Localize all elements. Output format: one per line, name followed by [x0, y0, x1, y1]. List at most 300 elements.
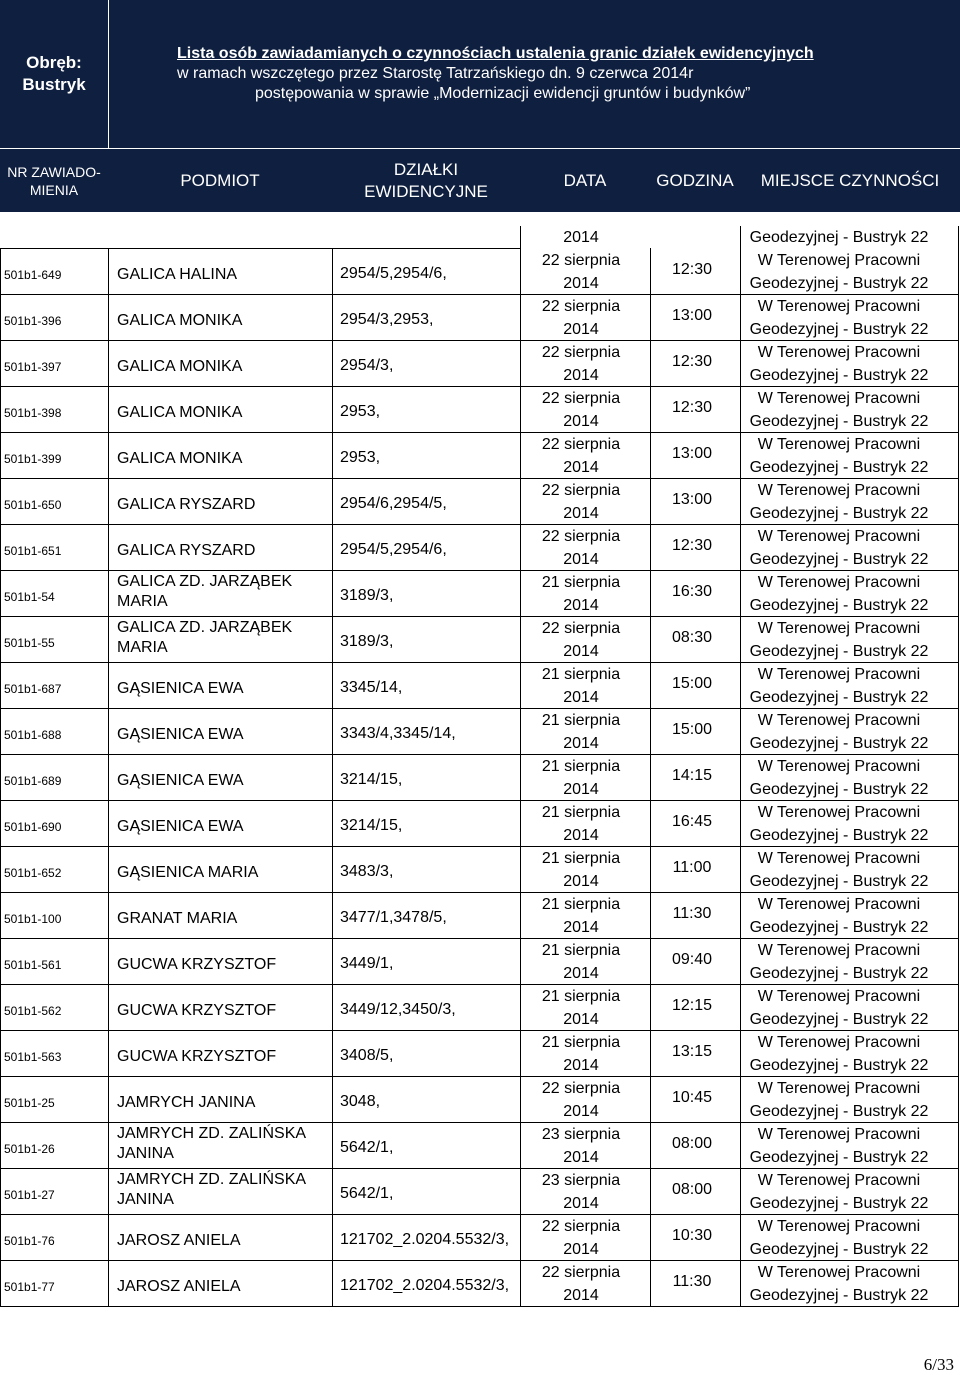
place-line2: Geodezyjnej - Bustryk 22 [749, 321, 929, 338]
row-divider [0, 984, 959, 985]
date-cell [522, 617, 640, 663]
column-header-miejsce: MIEJSCE CZYNNOŚCI [760, 170, 940, 190]
date-day: 23 sierpnia [541, 1126, 621, 1143]
date-year: 2014 [563, 367, 599, 384]
place-cell [746, 387, 932, 433]
date-year: 2014 [563, 643, 599, 660]
time-cell: 08:00 [671, 1135, 713, 1152]
table-row [0, 939, 960, 985]
date-cell [522, 1169, 640, 1215]
column-divider [332, 248, 333, 1307]
parcel-numbers: 2953, [340, 403, 381, 420]
place-line2: Geodezyjnej - Bustryk 22 [749, 505, 929, 522]
parcel-numbers: 2954/5,2954/6, [340, 265, 447, 282]
time-cell: 13:00 [671, 445, 713, 462]
place-cell [746, 847, 932, 893]
notification-number: 501b1-563 [4, 1050, 62, 1064]
subject-name: GĄSIENICA EWA [117, 680, 244, 697]
table-row [0, 801, 960, 847]
parcel-numbers: 3449/12,3450/3, [340, 1001, 456, 1018]
place-cell [746, 295, 932, 341]
place-line2: Geodezyjnej - Bustryk 22 [749, 827, 929, 844]
time-cell: 10:30 [671, 1227, 713, 1244]
subject-name-line1: JAMRYCH ZD. ZALIŃSKA [117, 1125, 307, 1142]
place-line1: W Terenowej Pracowni [757, 344, 921, 361]
parcel-numbers: 3449/1, [340, 955, 394, 972]
place-cell [746, 617, 932, 663]
subject-name: GALICA MONIKA [117, 358, 243, 375]
subject-name: GĄSIENICA EWA [117, 726, 244, 743]
place-cell [746, 663, 932, 709]
date-year: 2014 [563, 965, 599, 982]
place-cell [746, 1123, 932, 1169]
place-line1: W Terenowej Pracowni [757, 712, 921, 729]
parcel-numbers: 3408/5, [340, 1047, 394, 1064]
row-divider [0, 1076, 959, 1077]
place-line1: W Terenowej Pracowni [757, 1172, 921, 1189]
place-line2: Geodezyjnej - Bustryk 22 [749, 781, 929, 798]
row-divider [0, 708, 959, 709]
row-divider [0, 662, 959, 663]
place-line1: W Terenowej Pracowni [757, 804, 921, 821]
place-cell [746, 1031, 932, 1077]
notification-number: 501b1-399 [4, 452, 62, 466]
place-line2: Geodezyjnej - Bustryk 22 [749, 367, 929, 384]
place-cell [746, 249, 932, 295]
place-cell [746, 433, 932, 479]
time-cell: 16:45 [671, 813, 713, 830]
row-divider [0, 892, 959, 893]
date-year: 2014 [563, 551, 599, 568]
continuation-date: 2014 [563, 229, 599, 246]
time-cell: 11:00 [672, 859, 712, 876]
parcel-numbers: 3214/15, [340, 817, 403, 834]
date-year: 2014 [563, 321, 599, 338]
place-line1: W Terenowej Pracowni [757, 942, 921, 959]
continuation-place: Geodezyjnej - Bustryk 22 [749, 229, 929, 246]
notification-number: 501b1-54 [4, 590, 55, 604]
row-divider [0, 340, 959, 341]
place-line2: Geodezyjnej - Bustryk 22 [749, 1195, 929, 1212]
table-row [0, 985, 960, 1031]
date-cell [522, 893, 640, 939]
notification-number: 501b1-77 [4, 1280, 55, 1294]
notification-number: 501b1-652 [4, 866, 62, 880]
place-line1: W Terenowej Pracowni [757, 574, 921, 591]
date-cell [522, 249, 640, 295]
place-cell [746, 709, 932, 755]
column-header-nr-line2: MIENIA [29, 181, 79, 198]
place-cell [746, 893, 932, 939]
time-cell: 14:15 [671, 767, 713, 784]
notification-number: 501b1-397 [4, 360, 62, 374]
place-line2: Geodezyjnej - Bustryk 22 [749, 919, 929, 936]
place-line1: W Terenowej Pracowni [757, 666, 921, 683]
place-line2: Geodezyjnej - Bustryk 22 [749, 873, 929, 890]
notification-number: 501b1-25 [4, 1096, 55, 1110]
table-row [0, 1261, 960, 1307]
place-line2: Geodezyjnej - Bustryk 22 [749, 275, 929, 292]
time-cell: 12:30 [671, 399, 713, 416]
parcel-numbers: 3189/3, [340, 587, 394, 604]
place-cell [746, 1215, 932, 1261]
date-day: 22 sierpnia [541, 344, 621, 361]
column-header-data: DATA [563, 170, 607, 190]
notification-number: 501b1-27 [4, 1188, 55, 1202]
date-year: 2014 [563, 413, 599, 430]
date-day: 21 sierpnia [541, 712, 621, 729]
column-divider [108, 248, 109, 1307]
date-cell [522, 709, 640, 755]
row-divider [0, 1168, 959, 1169]
column-header-dzialki [332, 149, 520, 212]
row-divider [0, 616, 959, 617]
table-row [0, 1169, 960, 1215]
date-day: 22 sierpnia [541, 620, 621, 637]
date-cell [522, 295, 640, 341]
date-cell [522, 663, 640, 709]
row-divider [0, 478, 959, 479]
place-line2: Geodezyjnej - Bustryk 22 [749, 1011, 929, 1028]
place-cell [746, 525, 932, 571]
date-day: 22 sierpnia [541, 252, 621, 269]
place-cell [746, 479, 932, 525]
parcel-numbers: 121702_2.0204.5532/3, [340, 1231, 510, 1248]
date-year: 2014 [563, 919, 599, 936]
subject-name: GĄSIENICA EWA [117, 818, 244, 835]
notification-number: 501b1-398 [4, 406, 62, 420]
row-divider [0, 1306, 959, 1307]
place-cell [746, 1077, 932, 1123]
subject-name-line1: GALICA ZD. JARZĄBEK [117, 573, 293, 590]
date-cell [522, 341, 640, 387]
place-cell [746, 341, 932, 387]
place-cell [746, 939, 932, 985]
date-year: 2014 [563, 597, 599, 614]
row-divider [0, 386, 959, 387]
place-line2: Geodezyjnej - Bustryk 22 [749, 1149, 929, 1166]
parcel-numbers: 3343/4,3345/14, [340, 725, 456, 742]
parcel-numbers: 2954/5,2954/6, [340, 541, 447, 558]
obreb-label: Obręb: [26, 53, 82, 72]
date-day: 21 sierpnia [541, 666, 621, 683]
subject-name [117, 618, 327, 658]
time-cell: 16:30 [671, 583, 713, 600]
date-day: 21 sierpnia [541, 988, 621, 1005]
continuation-row [0, 226, 960, 248]
row-divider [0, 1214, 959, 1215]
notification-number: 501b1-649 [4, 268, 62, 282]
place-cell [746, 1169, 932, 1215]
date-year: 2014 [563, 1149, 599, 1166]
notification-number: 501b1-651 [4, 544, 62, 558]
date-year: 2014 [563, 827, 599, 844]
date-day: 21 sierpnia [541, 942, 621, 959]
time-cell: 13:15 [671, 1043, 713, 1060]
page-number: 6/33 [923, 1355, 954, 1374]
table-row [0, 663, 960, 709]
table-row [0, 847, 960, 893]
parcel-numbers: 3483/3, [340, 863, 394, 880]
table-row [0, 1123, 960, 1169]
subject-name: GRANAT MARIA [117, 910, 238, 927]
time-cell: 15:00 [671, 721, 713, 738]
row-divider [0, 248, 520, 249]
date-year: 2014 [563, 1241, 599, 1258]
place-line1: W Terenowej Pracowni [757, 298, 921, 315]
date-day: 23 sierpnia [541, 1172, 621, 1189]
table-row [0, 479, 960, 525]
date-cell [522, 801, 640, 847]
notification-number: 501b1-100 [4, 912, 62, 926]
subject-name [117, 1124, 327, 1164]
place-line2: Geodezyjnej - Bustryk 22 [749, 735, 929, 752]
date-cell [522, 571, 640, 617]
place-line1: W Terenowej Pracowni [757, 1218, 921, 1235]
row-divider [0, 846, 959, 847]
table-row [0, 571, 960, 617]
subject-name: JAROSZ ANIELA [117, 1278, 241, 1295]
subject-name: GALICA MONIKA [117, 312, 243, 329]
parcel-numbers: 3345/14, [340, 679, 403, 696]
date-day: 21 sierpnia [541, 574, 621, 591]
subject-name: JAROSZ ANIELA [117, 1232, 241, 1249]
place-line1: W Terenowej Pracowni [757, 988, 921, 1005]
column-divider [650, 248, 651, 1307]
column-divider [740, 226, 741, 1307]
title-line-3: postępowania w sprawie „Modernizacji ewidencji gruntów i budynków” [255, 85, 751, 102]
date-cell [522, 939, 640, 985]
table-row [0, 1215, 960, 1261]
place-line2: Geodezyjnej - Bustryk 22 [749, 1241, 929, 1258]
date-day: 22 sierpnia [541, 1264, 621, 1281]
column-header-podmiot: PODMIOT [180, 170, 260, 190]
subject-name: GALICA HALINA [117, 266, 238, 283]
date-cell [522, 985, 640, 1031]
date-day: 22 sierpnia [541, 298, 621, 315]
date-year: 2014 [563, 1195, 599, 1212]
row-divider [0, 1030, 959, 1031]
subject-name: GUCWA KRZYSZTOF [117, 956, 277, 973]
date-year: 2014 [563, 873, 599, 890]
place-line2: Geodezyjnej - Bustryk 22 [749, 551, 929, 568]
place-line1: W Terenowej Pracowni [757, 436, 921, 453]
row-divider [0, 432, 959, 433]
place-line2: Geodezyjnej - Bustryk 22 [749, 1057, 929, 1074]
parcel-numbers: 5642/1, [340, 1139, 394, 1156]
time-cell: 08:30 [671, 629, 713, 646]
column-header-godzina: GODZINA [656, 170, 734, 190]
time-cell: 12:30 [671, 261, 713, 278]
date-cell [522, 1077, 640, 1123]
place-line2: Geodezyjnej - Bustryk 22 [749, 965, 929, 982]
time-cell: 09:40 [671, 951, 713, 968]
place-line1: W Terenowej Pracowni [757, 1264, 921, 1281]
row-divider [0, 938, 959, 939]
notification-number: 501b1-689 [4, 774, 62, 788]
date-day: 22 sierpnia [541, 436, 621, 453]
subject-name: GALICA MONIKA [117, 450, 243, 467]
notification-number: 501b1-690 [4, 820, 62, 834]
place-line1: W Terenowej Pracowni [757, 850, 921, 867]
subject-name-line2: JANINA [117, 1191, 174, 1208]
subject-name: GALICA MONIKA [117, 404, 243, 421]
notification-number: 501b1-687 [4, 682, 62, 696]
subject-name [117, 572, 327, 612]
parcel-numbers: 2954/3, [340, 357, 394, 374]
table-row [0, 249, 960, 295]
place-cell [746, 1261, 932, 1307]
date-day: 22 sierpnia [541, 390, 621, 407]
date-cell [522, 1215, 640, 1261]
table-row [0, 617, 960, 663]
date-year: 2014 [563, 459, 599, 476]
date-cell [522, 387, 640, 433]
place-line2: Geodezyjnej - Bustryk 22 [749, 413, 929, 430]
place-line2: Geodezyjnej - Bustryk 22 [749, 689, 929, 706]
date-day: 22 sierpnia [541, 1218, 621, 1235]
place-cell [746, 571, 932, 617]
place-cell [746, 985, 932, 1031]
table-row [0, 709, 960, 755]
table-row [0, 341, 960, 387]
obreb-block [0, 0, 109, 148]
table-row [0, 1031, 960, 1077]
title-line-2: w ramach wszczętego przez Starostę Tatrzańskiego dn. 9 czerwca 2014r [177, 65, 694, 82]
date-day: 22 sierpnia [541, 528, 621, 545]
subject-name-line1: GALICA ZD. JARZĄBEK [117, 619, 293, 636]
date-year: 2014 [563, 689, 599, 706]
table-row [0, 755, 960, 801]
place-line2: Geodezyjnej - Bustryk 22 [749, 597, 929, 614]
parcel-numbers: 121702_2.0204.5532/3, [340, 1277, 510, 1294]
notification-number: 501b1-26 [4, 1142, 55, 1156]
time-cell: 12:30 [671, 537, 713, 554]
notification-number: 501b1-561 [4, 958, 62, 972]
parcel-numbers: 3189/3, [340, 633, 394, 650]
date-cell [522, 525, 640, 571]
place-line1: W Terenowej Pracowni [757, 896, 921, 913]
place-line1: W Terenowej Pracowni [757, 620, 921, 637]
table-row [0, 387, 960, 433]
column-divider [0, 248, 1, 1307]
parcel-numbers: 2954/6,2954/5, [340, 495, 447, 512]
subject-name: GĄSIENICA MARIA [117, 864, 259, 881]
subject-name: GUCWA KRZYSZTOF [117, 1048, 277, 1065]
time-cell: 10:45 [671, 1089, 713, 1106]
column-header-dzialki-line2: EWIDENCYJNE [364, 181, 488, 201]
row-divider [0, 294, 959, 295]
column-divider [958, 226, 959, 1307]
time-cell: 13:00 [671, 491, 713, 508]
date-year: 2014 [563, 1057, 599, 1074]
parcel-numbers: 2954/3,2953, [340, 311, 434, 328]
subject-name-line1: JAMRYCH ZD. ZALIŃSKA [117, 1171, 307, 1188]
subject-name-line2: MARIA [117, 593, 168, 610]
date-cell [522, 1031, 640, 1077]
table-row [0, 1077, 960, 1123]
place-line2: Geodezyjnej - Bustryk 22 [749, 1103, 929, 1120]
table-row [0, 433, 960, 479]
table-row [0, 893, 960, 939]
time-cell: 15:00 [671, 675, 713, 692]
place-line1: W Terenowej Pracowni [757, 252, 921, 269]
place-line2: Geodezyjnej - Bustryk 22 [749, 1287, 929, 1304]
row-divider [0, 570, 959, 571]
subject-name-line2: JANINA [117, 1145, 174, 1162]
parcel-numbers: 3477/1,3478/5, [340, 909, 447, 926]
document-title [109, 0, 960, 148]
place-line1: W Terenowej Pracowni [757, 482, 921, 499]
place-line2: Geodezyjnej - Bustryk 22 [749, 643, 929, 660]
subject-name-line2: MARIA [117, 639, 168, 656]
row-divider [0, 800, 959, 801]
date-year: 2014 [563, 1103, 599, 1120]
date-cell [522, 755, 640, 801]
notification-number: 501b1-650 [4, 498, 62, 512]
time-cell: 08:00 [671, 1181, 713, 1198]
date-year: 2014 [563, 505, 599, 522]
notification-number: 501b1-55 [4, 636, 55, 650]
date-cell [522, 847, 640, 893]
date-cell [522, 1123, 640, 1169]
place-cell [746, 801, 932, 847]
subject-name [117, 1170, 327, 1210]
date-cell [522, 1261, 640, 1307]
column-header-dzialki-line1: DZIAŁKI [393, 159, 459, 179]
place-line1: W Terenowej Pracowni [757, 1080, 921, 1097]
subject-name: JAMRYCH JANINA [117, 1094, 256, 1111]
parcel-numbers: 2953, [340, 449, 381, 466]
table-row [0, 295, 960, 341]
row-divider [0, 524, 959, 525]
place-line1: W Terenowej Pracowni [757, 758, 921, 775]
date-cell [522, 433, 640, 479]
date-day: 22 sierpnia [541, 482, 621, 499]
date-year: 2014 [563, 275, 599, 292]
time-cell: 11:30 [672, 1273, 712, 1290]
place-line2: Geodezyjnej - Bustryk 22 [749, 459, 929, 476]
place-line1: W Terenowej Pracowni [757, 1034, 921, 1051]
date-cell [522, 479, 640, 525]
row-divider [0, 1260, 959, 1261]
time-cell: 12:15 [671, 997, 713, 1014]
time-cell: 12:30 [671, 353, 713, 370]
date-year: 2014 [563, 735, 599, 752]
date-year: 2014 [563, 781, 599, 798]
subject-name: GĄSIENICA EWA [117, 772, 244, 789]
table-row [0, 525, 960, 571]
place-cell [746, 755, 932, 801]
subject-name: GUCWA KRZYSZTOF [117, 1002, 277, 1019]
notification-number: 501b1-562 [4, 1004, 62, 1018]
column-header-nr [0, 149, 108, 212]
notification-number: 501b1-76 [4, 1234, 55, 1248]
notification-number: 501b1-688 [4, 728, 62, 742]
time-cell: 11:30 [672, 905, 712, 922]
parcel-numbers: 3214/15, [340, 771, 403, 788]
date-year: 2014 [563, 1011, 599, 1028]
subject-name: GALICA RYSZARD [117, 496, 256, 513]
row-divider [0, 1122, 959, 1123]
column-divider [520, 226, 521, 1307]
time-cell: 13:00 [671, 307, 713, 324]
place-line1: W Terenowej Pracowni [757, 390, 921, 407]
date-day: 21 sierpnia [541, 804, 621, 821]
date-day: 21 sierpnia [541, 850, 621, 867]
obreb-name: Bustryk [22, 75, 86, 94]
title-line-1: Lista osób zawiadamianych o czynnościach ustalenia granic działek ewidencyjnych [177, 45, 814, 62]
